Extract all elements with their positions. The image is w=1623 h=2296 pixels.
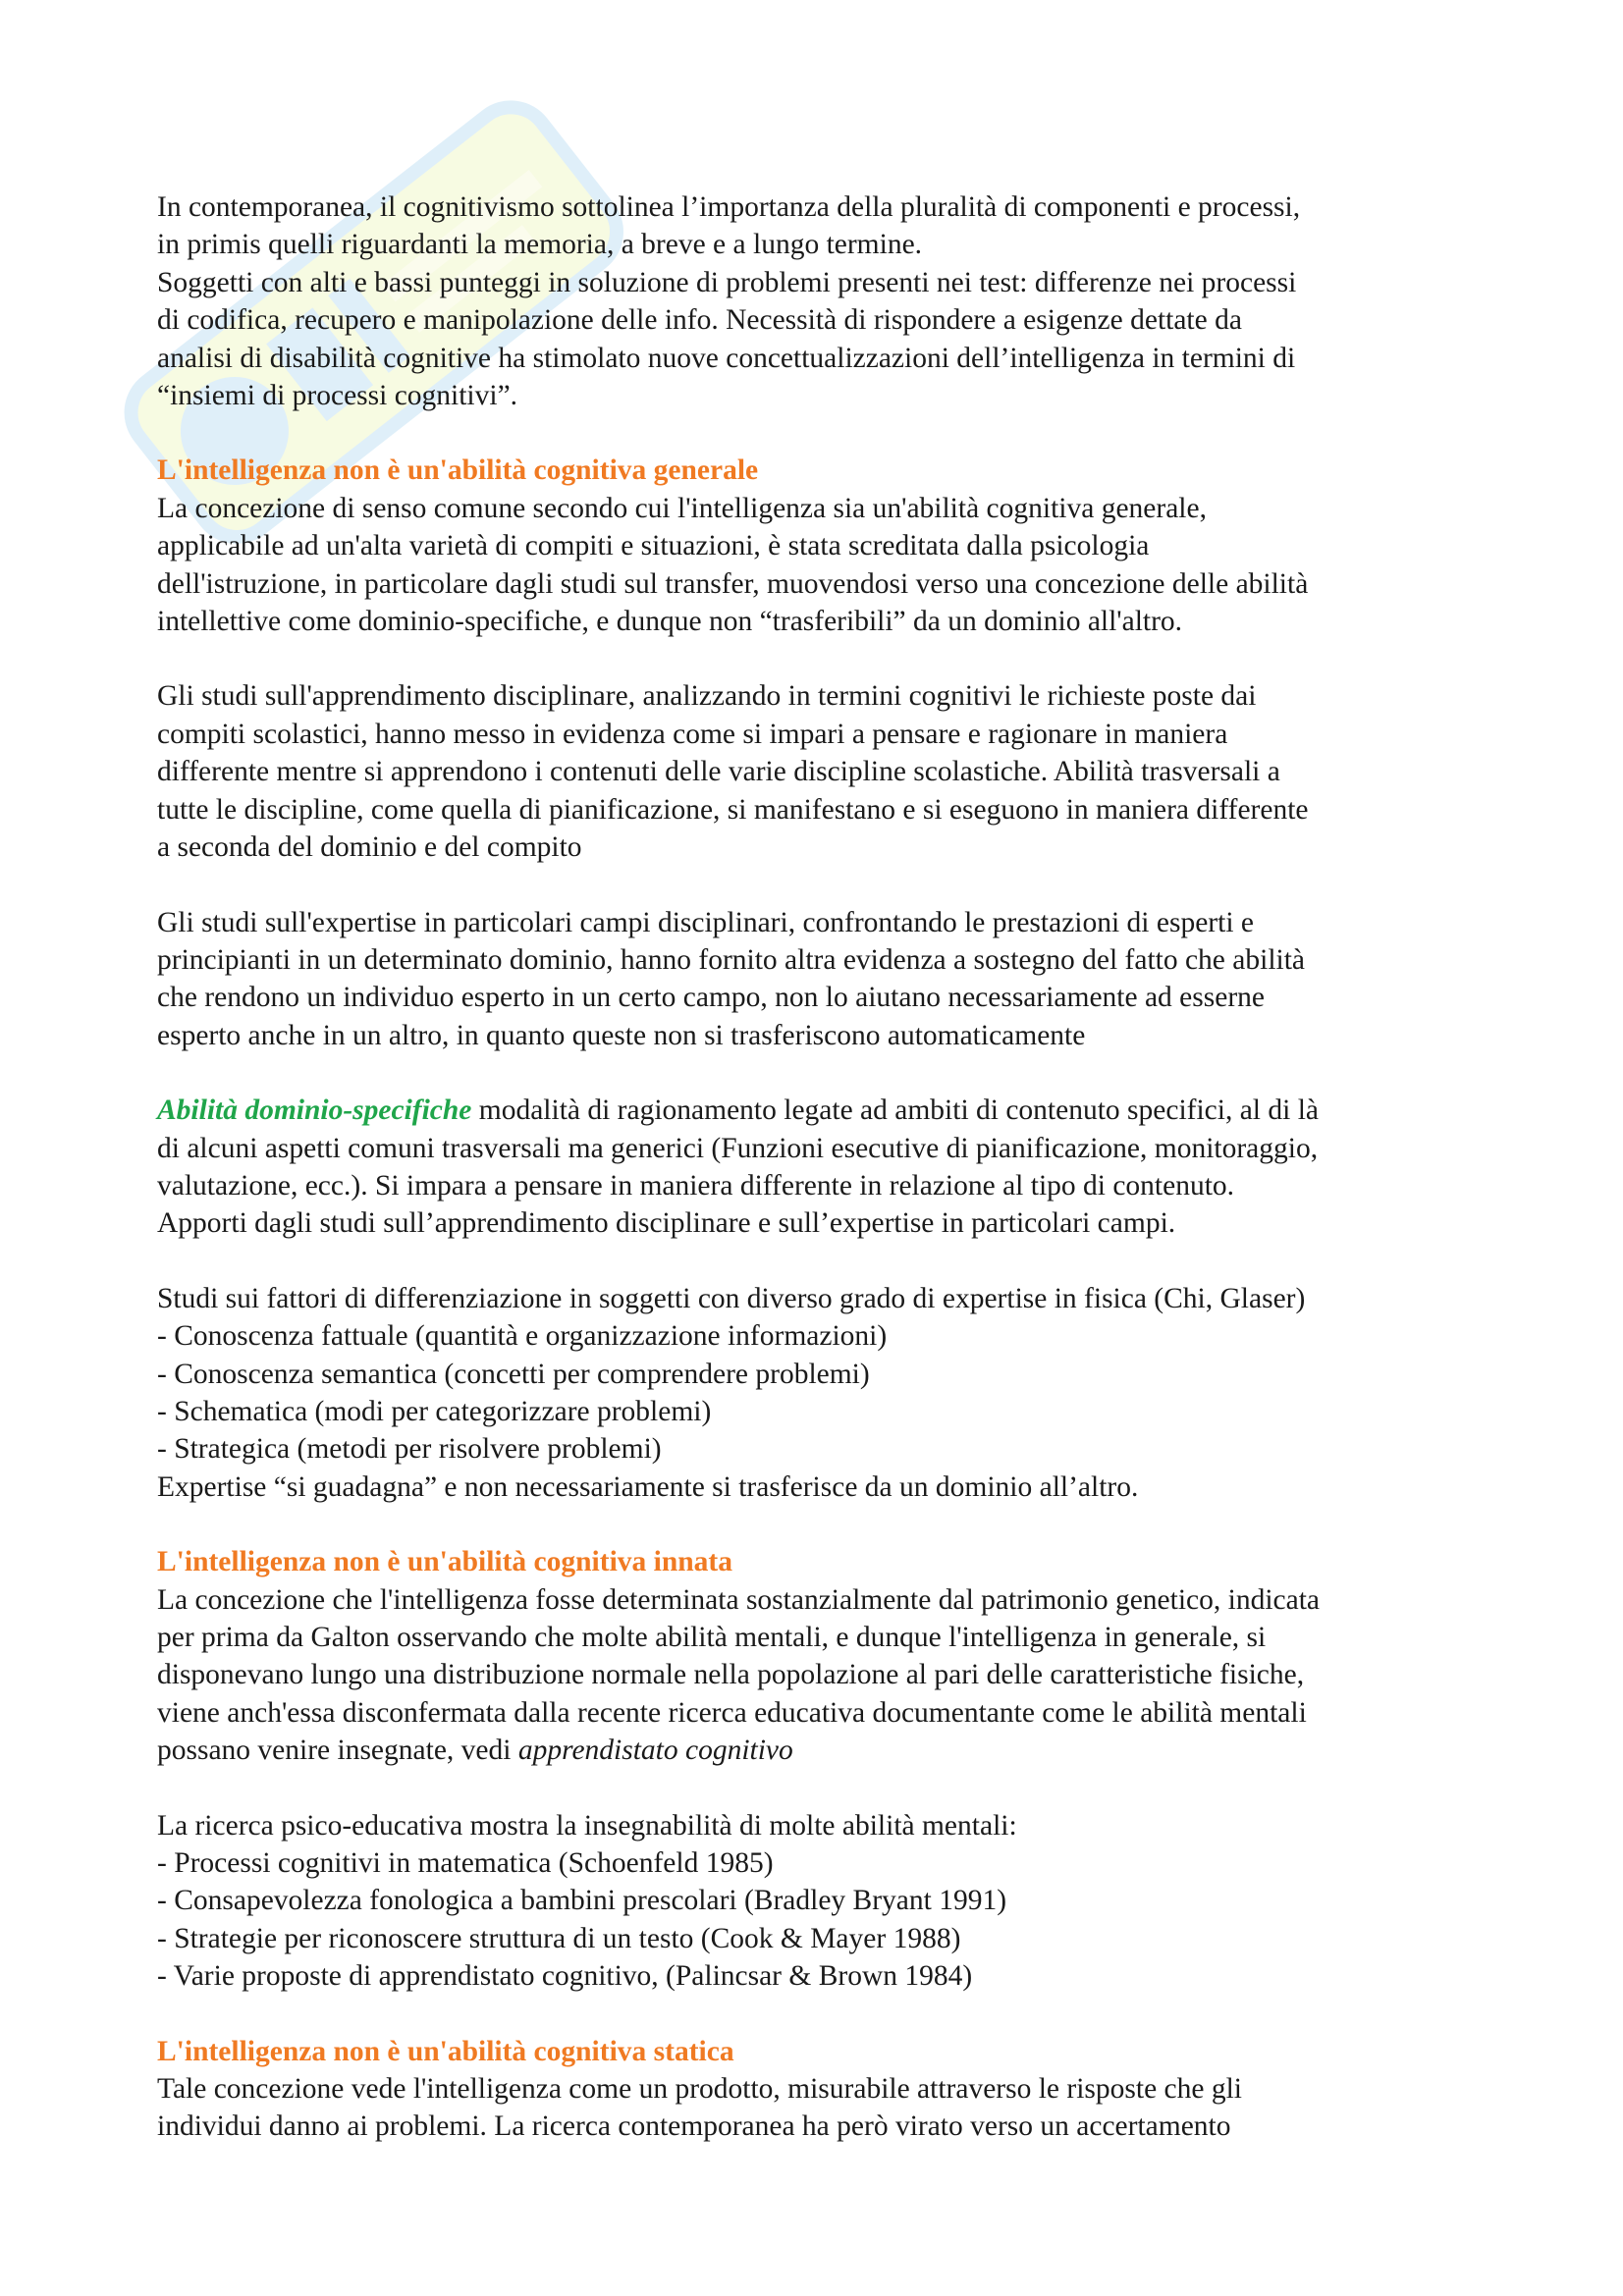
text-line: principianti in un determinato dominio, hanno fornito altra evidenza a sostegno del fatto che abilità — [157, 943, 1305, 976]
text-line: Studi sui fattori di differenziazione in soggetti con diverso grado di expertise in fisica (Chi, Glaser) — [157, 1282, 1306, 1314]
text-line: Expertise “si guadagna” e non necessariamente si trasferisce da un dominio all’altro. — [157, 1470, 1139, 1503]
section1-paragraph-1 — [157, 490, 1492, 641]
text-line: che rendono un individuo esperto in un certo campo, non lo aiutano necessariamente ad esserne — [157, 982, 1266, 1014]
term-abilita-dominio-specifiche: Abilità dominio-specifiche — [157, 1095, 472, 1127]
text-line: applicabile ad un'alta varietà di compiti e situazioni, è stata screditata dalla psicologia — [157, 530, 1150, 562]
list-item: - Processi cognitivi in matematica (Schoenfeld 1985) — [157, 1847, 774, 1880]
text-line: di alcuni aspetti comuni trasversali ma generici (Funzioni esecutive di pianificazione, monitoraggio, — [157, 1132, 1319, 1164]
text-line: esperto anche in un altro, in quanto queste non si trasferiscono automaticamente — [157, 1019, 1086, 1051]
text-line: In contemporanea, il cognitivismo sottolinea l’importanza della pluralità di componenti e processi, — [157, 191, 1301, 223]
intro-paragraph-1 — [157, 188, 1492, 264]
text-span: modalità di ragionamento legate ad ambiti di contenuto specifici, al di là — [471, 1095, 1319, 1127]
text-line: compiti scolastici, hanno messo in evidenza come si impari a pensare e ragionare in maniera — [157, 718, 1228, 750]
text-line: analisi di disabilità cognitive ha stimolato nuove concettualizzazioni dell’intelligenza in termini di — [157, 342, 1296, 374]
text-line: Tale concezione vede l'intelligenza come un prodotto, misurabile attraverso le risposte che gli — [157, 2073, 1242, 2106]
intro-paragraph-2 — [157, 264, 1492, 415]
text-line: Gli studi sull'expertise in particolari campi disciplinari, confrontando le prestazioni di esperti e — [157, 906, 1254, 938]
section-heading-innata: L'intelligenza non è un'abilità cognitiva innata — [157, 1546, 732, 1578]
section1-paragraph-4 — [157, 1092, 1492, 1243]
text-line: La concezione di senso comune secondo cui l'intelligenza sia un'abilità cognitiva generale, — [157, 492, 1207, 524]
section1-paragraph-3 — [157, 904, 1492, 1055]
text-line: in primis quelli riguardanti la memoria, a breve e a lungo termine. — [157, 229, 923, 261]
text-line: di codifica, recupero e manipolazione delle info. Necessità di rispondere a esigenze dettate da — [157, 304, 1242, 337]
text-line: Apporti dagli studi sull’apprendimento disciplinare e sull’expertise in particolari campi. — [157, 1207, 1176, 1240]
section2-paragraph-2 — [157, 1807, 1492, 1996]
section3-paragraph-1 — [157, 2070, 1492, 2146]
text-line: valutazione, ecc.). Si impara a pensare in maniera differente in relazione al tipo di contenuto. — [157, 1169, 1235, 1201]
text-line: viene anch'essa disconfermata dalla recente ricerca educativa documentante come le abilità mentali — [157, 1696, 1307, 1729]
list-item: - Strategica (metodi per risolvere problemi) — [157, 1433, 662, 1466]
text-line: individui danno ai problemi. La ricerca contemporanea ha però virato verso un accertamento — [157, 2110, 1231, 2143]
section1-paragraph-2 — [157, 677, 1492, 866]
text-span: possano venire insegnate, vedi — [157, 1735, 518, 1767]
text-line: tutte le discipline, come quella di pianificazione, si manifestano e si eseguono in maniera differente — [157, 793, 1309, 826]
section-heading-statica: L'intelligenza non è un'abilità cognitiva statica — [157, 2035, 734, 2067]
text-line: “insiemi di processi cognitivi”. — [157, 380, 518, 412]
text-line — [157, 1092, 1492, 1129]
section-heading-generale: L'intelligenza non è un'abilità cognitiva generale — [157, 454, 759, 487]
document-page — [157, 188, 1492, 2146]
list-item: - Schematica (modi per categorizzare problemi) — [157, 1395, 712, 1427]
text-line: Gli studi sull'apprendimento disciplinare, analizzando in termini cognitivi le richieste poste dai — [157, 680, 1257, 713]
text-line: intellettive come dominio-specifiche, e dunque non “trasferibili” da un dominio all'altro. — [157, 606, 1183, 638]
list-item: - Conoscenza semantica (concetti per comprendere problemi) — [157, 1358, 870, 1390]
section1-paragraph-5 — [157, 1280, 1492, 1506]
list-item: - Consapevolezza fonologica a bambini prescolari (Bradley Bryant 1991) — [157, 1885, 1007, 1917]
list-item: - Strategie per riconoscere struttura di un testo (Cook & Mayer 1988) — [157, 1922, 961, 1954]
text-line: La concezione che l'intelligenza fosse determinata sostanzialmente dal patrimonio genetico, indicata — [157, 1583, 1321, 1616]
text-line: La ricerca psico-educativa mostra la insegnabilità di molte abilità mentali: — [157, 1809, 1017, 1842]
term-apprendistato-cognitivo: apprendistato cognitivo — [517, 1735, 793, 1767]
list-item: - Varie proposte di apprendistato cognitivo, (Palincsar & Brown 1984) — [157, 1960, 973, 1993]
text-line: dell'istruzione, in particolare dagli studi sul transfer, muovendosi verso una concezione delle abilità — [157, 567, 1309, 600]
section2-paragraph-1 — [157, 1581, 1492, 1770]
text-line: differente mentre si apprendono i contenuti delle varie discipline scolastiche. Abilità trasversali a — [157, 756, 1280, 788]
text-line: Soggetti con alti e bassi punteggi in soluzione di problemi presenti nei test: differenze nei processi — [157, 266, 1297, 298]
text-line: per prima da Galton osservando che molte abilità mentali, e dunque l'intelligenza in generale, si — [157, 1622, 1267, 1653]
text-line: disponevano lungo una distribuzione normale nella popolazione al pari delle caratteristiche fisiche, — [157, 1659, 1305, 1691]
text-line: a seconda del dominio e del compito — [157, 831, 582, 864]
text-line — [157, 1732, 1492, 1769]
list-item: - Conoscenza fattuale (quantità e organizzazione informazioni) — [157, 1320, 888, 1353]
